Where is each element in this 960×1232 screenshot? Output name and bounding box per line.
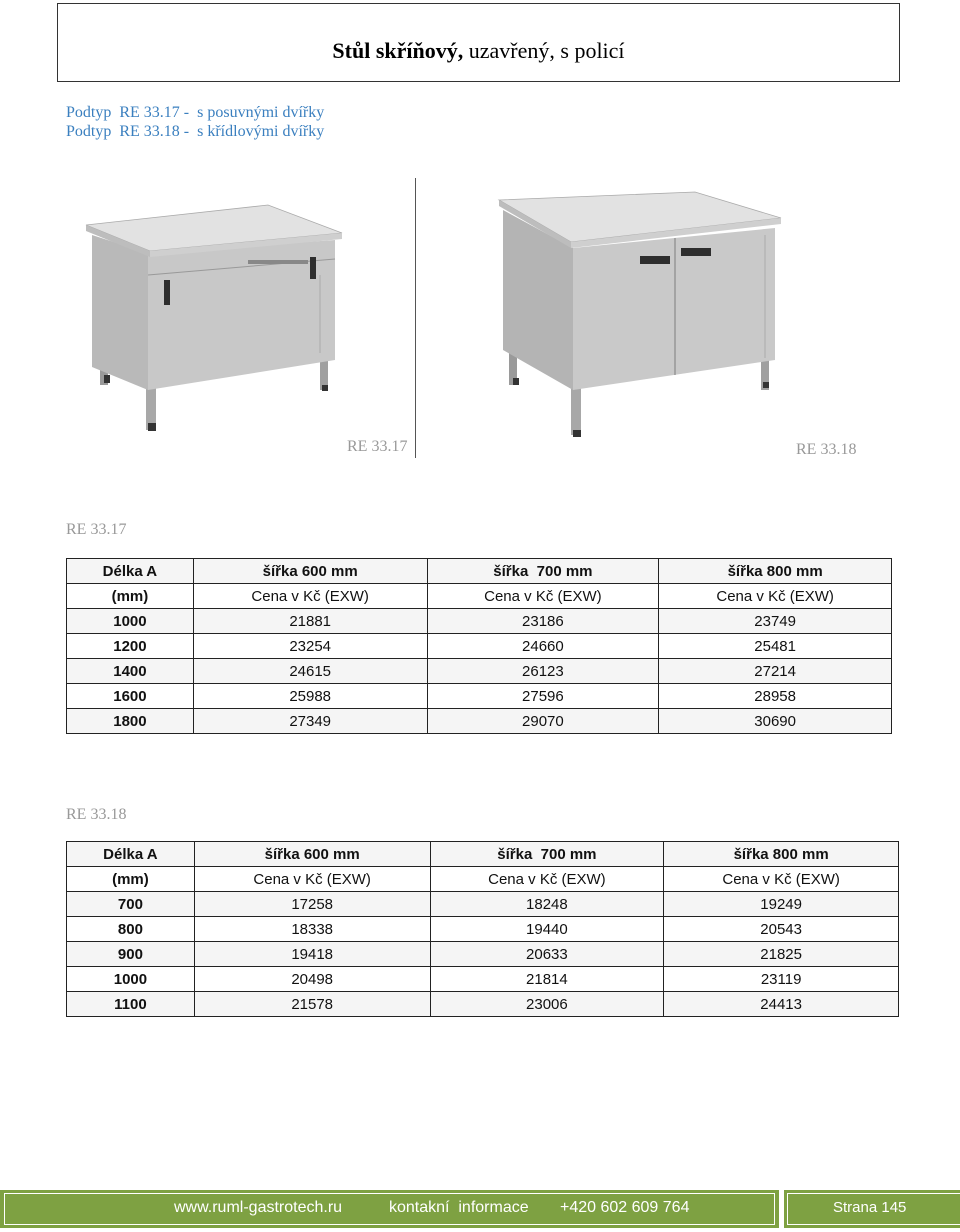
- table-subheader-row: [67, 584, 892, 609]
- table-cell: 23186: [427, 609, 659, 634]
- image-caption-right: RE 33.18: [796, 441, 857, 458]
- table-cell: 700: [67, 892, 195, 917]
- table-row: [67, 709, 892, 734]
- subtype-list: [66, 103, 324, 141]
- table-row: [67, 992, 899, 1017]
- cabinet-sliding-doors-image: [80, 195, 350, 440]
- subtype-line: Podtyp RE 33.17 - s posuvnými dvířky: [66, 104, 325, 121]
- table-cell: 19440: [430, 917, 664, 942]
- title-rest: uzavřený, s policí: [468, 38, 625, 63]
- table-header-cell: šířka 800 mm: [664, 842, 899, 867]
- table-cell: 19418: [194, 942, 430, 967]
- footer-phone: +420 602 609 764: [560, 1199, 690, 1216]
- table2-label: RE 33.18: [66, 806, 127, 823]
- table-header-cell: šířka 600 mm: [193, 559, 427, 584]
- table-header-cell: šířka 600 mm: [194, 842, 430, 867]
- table-cell: 30690: [659, 709, 892, 734]
- table-row: [67, 917, 899, 942]
- table-header-cell: šířka 700 mm: [430, 842, 664, 867]
- table-row: [67, 684, 892, 709]
- price-table-re3318: [66, 841, 899, 1017]
- table-header-cell: Cena v Kč (EXW): [194, 867, 430, 892]
- title-bold: Stůl: [332, 38, 371, 63]
- table-cell: 1600: [67, 684, 194, 709]
- table-cell: 1000: [67, 609, 194, 634]
- table-cell: 900: [67, 942, 195, 967]
- image-divider: [415, 178, 416, 458]
- table-header-cell: Cena v Kč (EXW): [430, 867, 664, 892]
- table-header-row: [67, 842, 899, 867]
- table-cell: 27214: [659, 659, 892, 684]
- table-cell: 23119: [664, 967, 899, 992]
- table-header-cell: Cena v Kč (EXW): [659, 584, 892, 609]
- table-cell: 29070: [427, 709, 659, 734]
- table-cell: 21814: [430, 967, 664, 992]
- table-header-row: [67, 559, 892, 584]
- table-header-cell: Cena v Kč (EXW): [193, 584, 427, 609]
- table-cell: 1100: [67, 992, 195, 1017]
- table-cell: 800: [67, 917, 195, 942]
- image-caption-left: RE 33.17: [347, 438, 408, 455]
- table-cell: 20543: [664, 917, 899, 942]
- table-cell: 20633: [430, 942, 664, 967]
- table-row: [67, 892, 899, 917]
- table-cell: 19249: [664, 892, 899, 917]
- table-cell: 23254: [193, 634, 427, 659]
- table-header-cell: šířka 700 mm: [427, 559, 659, 584]
- table-row: [67, 609, 892, 634]
- title-bold-2: skříňový,: [375, 38, 464, 63]
- subtype-line: Podtyp RE 33.18 - s křídlovými dvířky: [66, 123, 325, 140]
- table-cell: 1200: [67, 634, 194, 659]
- table-cell: 24660: [427, 634, 659, 659]
- table-header-cell: (mm): [67, 867, 195, 892]
- table-cell: 25988: [193, 684, 427, 709]
- table-header-cell: (mm): [67, 584, 194, 609]
- table-cell: 24615: [193, 659, 427, 684]
- cabinet-hinged-doors-image: [495, 190, 785, 440]
- table-cell: 28958: [659, 684, 892, 709]
- table-cell: 23749: [659, 609, 892, 634]
- footer-website-link[interactable]: www.ruml-gastrotech.ru: [174, 1199, 343, 1216]
- table-cell: 1800: [67, 709, 194, 734]
- table-subheader-row: [67, 867, 899, 892]
- table-cell: 18338: [194, 917, 430, 942]
- table-cell: 21578: [194, 992, 430, 1017]
- table-cell: 25481: [659, 634, 892, 659]
- table-header-cell: šířka 800 mm: [659, 559, 892, 584]
- table-cell: 20498: [194, 967, 430, 992]
- page-title: [58, 38, 899, 64]
- table-cell: 17258: [194, 892, 430, 917]
- table-header-cell: Délka A: [67, 842, 195, 867]
- table-cell: 21825: [664, 942, 899, 967]
- price-table-re3317: [66, 558, 892, 734]
- table-cell: 27596: [427, 684, 659, 709]
- table-cell: 1000: [67, 967, 195, 992]
- table-cell: 27349: [193, 709, 427, 734]
- footer-page-number: Strana 145: [833, 1199, 907, 1216]
- table-header-cell: Cena v Kč (EXW): [427, 584, 659, 609]
- table-cell: 1400: [67, 659, 194, 684]
- table-cell: 21881: [193, 609, 427, 634]
- title-box: [57, 3, 900, 82]
- table-row: [67, 659, 892, 684]
- footer-contact-label: kontakní informace: [389, 1199, 529, 1216]
- table-row: [67, 942, 899, 967]
- table-cell: 24413: [664, 992, 899, 1017]
- table-header-cell: Cena v Kč (EXW): [664, 867, 899, 892]
- table-row: [67, 634, 892, 659]
- table-row: [67, 967, 899, 992]
- table-cell: 23006: [430, 992, 664, 1017]
- table-cell: 26123: [427, 659, 659, 684]
- table-header-cell: Délka A: [67, 559, 194, 584]
- table1-label: RE 33.17: [66, 521, 127, 538]
- table-cell: 18248: [430, 892, 664, 917]
